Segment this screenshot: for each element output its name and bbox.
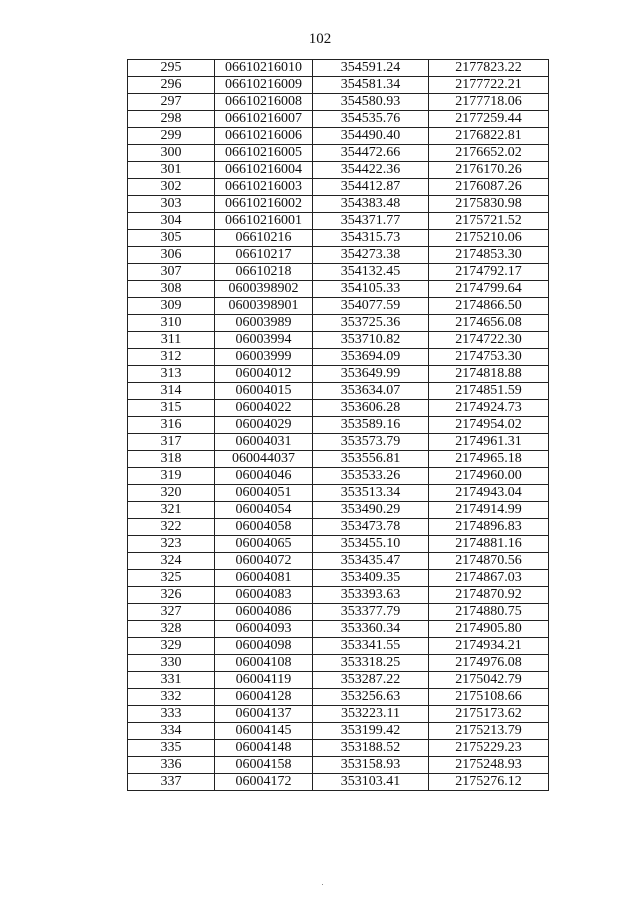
x-coordinate-cell: 353435.47 <box>313 553 429 570</box>
y-coordinate-cell: 2176822.81 <box>429 128 549 145</box>
point-id-cell: 06004137 <box>215 706 313 723</box>
row-index-cell: 313 <box>128 366 215 383</box>
x-coordinate-cell: 354580.93 <box>313 94 429 111</box>
table-row <box>128 247 549 264</box>
table-row <box>128 706 549 723</box>
row-index-cell: 308 <box>128 281 215 298</box>
x-coordinate-cell: 354077.59 <box>313 298 429 315</box>
row-index-cell: 312 <box>128 349 215 366</box>
table-row <box>128 94 549 111</box>
point-id-cell: 06004046 <box>215 468 313 485</box>
table-row <box>128 604 549 621</box>
point-id-cell: 06004029 <box>215 417 313 434</box>
table-row <box>128 468 549 485</box>
table-row <box>128 655 549 672</box>
row-index-cell: 323 <box>128 536 215 553</box>
y-coordinate-cell: 2174870.92 <box>429 587 549 604</box>
point-id-cell: 06610217 <box>215 247 313 264</box>
y-coordinate-cell: 2175229.23 <box>429 740 549 757</box>
y-coordinate-cell: 2174870.56 <box>429 553 549 570</box>
y-coordinate-cell: 2174851.59 <box>429 383 549 400</box>
y-coordinate-cell: 2174866.50 <box>429 298 549 315</box>
point-id-cell: 06610216001 <box>215 213 313 230</box>
row-index-cell: 295 <box>128 60 215 77</box>
y-coordinate-cell: 2175210.06 <box>429 230 549 247</box>
x-coordinate-cell: 353694.09 <box>313 349 429 366</box>
x-coordinate-cell: 354422.36 <box>313 162 429 179</box>
point-id-cell: 06003999 <box>215 349 313 366</box>
table-row <box>128 128 549 145</box>
point-id-cell: 0600398901 <box>215 298 313 315</box>
x-coordinate-cell: 353199.42 <box>313 723 429 740</box>
x-coordinate-cell: 353533.26 <box>313 468 429 485</box>
y-coordinate-cell: 2174924.73 <box>429 400 549 417</box>
row-index-cell: 306 <box>128 247 215 264</box>
x-coordinate-cell: 353158.93 <box>313 757 429 774</box>
x-coordinate-cell: 353649.99 <box>313 366 429 383</box>
row-index-cell: 298 <box>128 111 215 128</box>
x-coordinate-cell: 354105.33 <box>313 281 429 298</box>
x-coordinate-cell: 354591.24 <box>313 60 429 77</box>
point-id-cell: 06004108 <box>215 655 313 672</box>
y-coordinate-cell: 2174881.16 <box>429 536 549 553</box>
y-coordinate-cell: 2174905.80 <box>429 621 549 638</box>
x-coordinate-cell: 353490.29 <box>313 502 429 519</box>
row-index-cell: 301 <box>128 162 215 179</box>
y-coordinate-cell: 2174656.08 <box>429 315 549 332</box>
y-coordinate-cell: 2174954.02 <box>429 417 549 434</box>
point-id-cell: 060044037 <box>215 451 313 468</box>
row-index-cell: 327 <box>128 604 215 621</box>
point-id-cell: 06610218 <box>215 264 313 281</box>
y-coordinate-cell: 2175108.66 <box>429 689 549 706</box>
x-coordinate-cell: 353606.28 <box>313 400 429 417</box>
y-coordinate-cell: 2174799.64 <box>429 281 549 298</box>
row-index-cell: 314 <box>128 383 215 400</box>
y-coordinate-cell: 2174853.30 <box>429 247 549 264</box>
point-id-cell: 06004119 <box>215 672 313 689</box>
y-coordinate-cell: 2177823.22 <box>429 60 549 77</box>
row-index-cell: 337 <box>128 774 215 791</box>
table-row <box>128 587 549 604</box>
point-id-cell: 06610216007 <box>215 111 313 128</box>
row-index-cell: 311 <box>128 332 215 349</box>
x-coordinate-cell: 354412.87 <box>313 179 429 196</box>
table-row <box>128 298 549 315</box>
coordinates-table <box>127 59 549 791</box>
y-coordinate-cell: 2175213.79 <box>429 723 549 740</box>
y-coordinate-cell: 2174722.30 <box>429 332 549 349</box>
page-number: 102 <box>308 31 332 47</box>
table-row <box>128 196 549 213</box>
point-id-cell: 0600398902 <box>215 281 313 298</box>
point-id-cell: 06004054 <box>215 502 313 519</box>
x-coordinate-cell: 353223.11 <box>313 706 429 723</box>
x-coordinate-cell: 354383.48 <box>313 196 429 213</box>
table-row <box>128 60 549 77</box>
table-row <box>128 740 549 757</box>
point-id-cell: 06610216004 <box>215 162 313 179</box>
y-coordinate-cell: 2174976.08 <box>429 655 549 672</box>
y-coordinate-cell: 2177718.06 <box>429 94 549 111</box>
row-index-cell: 305 <box>128 230 215 247</box>
point-id-cell: 06610216 <box>215 230 313 247</box>
y-coordinate-cell: 2175248.93 <box>429 757 549 774</box>
x-coordinate-cell: 353360.34 <box>313 621 429 638</box>
row-index-cell: 335 <box>128 740 215 757</box>
row-index-cell: 322 <box>128 519 215 536</box>
x-coordinate-cell: 354132.45 <box>313 264 429 281</box>
table-row <box>128 332 549 349</box>
y-coordinate-cell: 2174965.18 <box>429 451 549 468</box>
x-coordinate-cell: 353710.82 <box>313 332 429 349</box>
x-coordinate-cell: 354535.76 <box>313 111 429 128</box>
point-id-cell: 06003994 <box>215 332 313 349</box>
point-id-cell: 06004148 <box>215 740 313 757</box>
table-row <box>128 434 549 451</box>
y-coordinate-cell: 2174960.00 <box>429 468 549 485</box>
y-coordinate-cell: 2174867.03 <box>429 570 549 587</box>
y-coordinate-cell: 2174753.30 <box>429 349 549 366</box>
x-coordinate-cell: 353341.55 <box>313 638 429 655</box>
y-coordinate-cell: 2176170.26 <box>429 162 549 179</box>
row-index-cell: 304 <box>128 213 215 230</box>
table-row <box>128 111 549 128</box>
x-coordinate-cell: 353513.34 <box>313 485 429 502</box>
table-row <box>128 621 549 638</box>
point-id-cell: 06004031 <box>215 434 313 451</box>
row-index-cell: 318 <box>128 451 215 468</box>
row-index-cell: 334 <box>128 723 215 740</box>
point-id-cell: 06610216009 <box>215 77 313 94</box>
table-row <box>128 400 549 417</box>
x-coordinate-cell: 353725.36 <box>313 315 429 332</box>
point-id-cell: 06004098 <box>215 638 313 655</box>
table-row <box>128 264 549 281</box>
table-row <box>128 672 549 689</box>
row-index-cell: 310 <box>128 315 215 332</box>
point-id-cell: 06004051 <box>215 485 313 502</box>
x-coordinate-cell: 353188.52 <box>313 740 429 757</box>
y-coordinate-cell: 2176087.26 <box>429 179 549 196</box>
point-id-cell: 06004012 <box>215 366 313 383</box>
table-row <box>128 519 549 536</box>
row-index-cell: 297 <box>128 94 215 111</box>
table-row <box>128 774 549 791</box>
row-index-cell: 332 <box>128 689 215 706</box>
y-coordinate-cell: 2174934.21 <box>429 638 549 655</box>
x-coordinate-cell: 353103.41 <box>313 774 429 791</box>
row-index-cell: 302 <box>128 179 215 196</box>
y-coordinate-cell: 2177259.44 <box>429 111 549 128</box>
y-coordinate-cell: 2174880.75 <box>429 604 549 621</box>
point-id-cell: 06004086 <box>215 604 313 621</box>
point-id-cell: 06004072 <box>215 553 313 570</box>
x-coordinate-cell: 353409.35 <box>313 570 429 587</box>
point-id-cell: 06003989 <box>215 315 313 332</box>
point-id-cell: 06610216002 <box>215 196 313 213</box>
table-row <box>128 230 549 247</box>
point-id-cell: 06004145 <box>215 723 313 740</box>
row-index-cell: 320 <box>128 485 215 502</box>
point-id-cell: 06004158 <box>215 757 313 774</box>
coordinates-table-container <box>127 59 549 791</box>
row-index-cell: 330 <box>128 655 215 672</box>
x-coordinate-cell: 354490.40 <box>313 128 429 145</box>
row-index-cell: 328 <box>128 621 215 638</box>
row-index-cell: 331 <box>128 672 215 689</box>
point-id-cell: 06004093 <box>215 621 313 638</box>
table-row <box>128 723 549 740</box>
row-index-cell: 316 <box>128 417 215 434</box>
row-index-cell: 307 <box>128 264 215 281</box>
y-coordinate-cell: 2175721.52 <box>429 213 549 230</box>
row-index-cell: 296 <box>128 77 215 94</box>
x-coordinate-cell: 353556.81 <box>313 451 429 468</box>
table-row <box>128 315 549 332</box>
point-id-cell: 06004022 <box>215 400 313 417</box>
table-row <box>128 570 549 587</box>
row-index-cell: 329 <box>128 638 215 655</box>
point-id-cell: 06004081 <box>215 570 313 587</box>
y-coordinate-cell: 2175276.12 <box>429 774 549 791</box>
x-coordinate-cell: 353287.22 <box>313 672 429 689</box>
point-id-cell: 06004172 <box>215 774 313 791</box>
x-coordinate-cell: 354315.73 <box>313 230 429 247</box>
y-coordinate-cell: 2174818.88 <box>429 366 549 383</box>
point-id-cell: 06004083 <box>215 587 313 604</box>
scan-speck <box>322 884 323 885</box>
table-row <box>128 281 549 298</box>
y-coordinate-cell: 2175173.62 <box>429 706 549 723</box>
row-index-cell: 299 <box>128 128 215 145</box>
x-coordinate-cell: 354273.38 <box>313 247 429 264</box>
y-coordinate-cell: 2177722.21 <box>429 77 549 94</box>
row-index-cell: 325 <box>128 570 215 587</box>
table-row <box>128 536 549 553</box>
x-coordinate-cell: 353473.78 <box>313 519 429 536</box>
x-coordinate-cell: 354581.34 <box>313 77 429 94</box>
y-coordinate-cell: 2174914.99 <box>429 502 549 519</box>
row-index-cell: 319 <box>128 468 215 485</box>
x-coordinate-cell: 353589.16 <box>313 417 429 434</box>
table-row <box>128 451 549 468</box>
table-row <box>128 417 549 434</box>
point-id-cell: 06004128 <box>215 689 313 706</box>
y-coordinate-cell: 2176652.02 <box>429 145 549 162</box>
y-coordinate-cell: 2174961.31 <box>429 434 549 451</box>
table-row <box>128 485 549 502</box>
table-row <box>128 145 549 162</box>
y-coordinate-cell: 2174943.04 <box>429 485 549 502</box>
table-row <box>128 162 549 179</box>
table-row <box>128 179 549 196</box>
row-index-cell: 326 <box>128 587 215 604</box>
table-row <box>128 638 549 655</box>
coordinates-table-body <box>128 60 549 791</box>
point-id-cell: 06004058 <box>215 519 313 536</box>
x-coordinate-cell: 353393.63 <box>313 587 429 604</box>
table-row <box>128 366 549 383</box>
table-row <box>128 349 549 366</box>
row-index-cell: 317 <box>128 434 215 451</box>
point-id-cell: 06004015 <box>215 383 313 400</box>
x-coordinate-cell: 354371.77 <box>313 213 429 230</box>
x-coordinate-cell: 353256.63 <box>313 689 429 706</box>
x-coordinate-cell: 353318.25 <box>313 655 429 672</box>
table-row <box>128 77 549 94</box>
row-index-cell: 336 <box>128 757 215 774</box>
x-coordinate-cell: 353573.79 <box>313 434 429 451</box>
row-index-cell: 300 <box>128 145 215 162</box>
table-row <box>128 213 549 230</box>
table-row <box>128 383 549 400</box>
y-coordinate-cell: 2174896.83 <box>429 519 549 536</box>
point-id-cell: 06610216010 <box>215 60 313 77</box>
table-row <box>128 757 549 774</box>
x-coordinate-cell: 353455.10 <box>313 536 429 553</box>
point-id-cell: 06004065 <box>215 536 313 553</box>
row-index-cell: 324 <box>128 553 215 570</box>
point-id-cell: 06610216005 <box>215 145 313 162</box>
row-index-cell: 309 <box>128 298 215 315</box>
x-coordinate-cell: 353634.07 <box>313 383 429 400</box>
point-id-cell: 06610216003 <box>215 179 313 196</box>
y-coordinate-cell: 2174792.17 <box>429 264 549 281</box>
row-index-cell: 303 <box>128 196 215 213</box>
row-index-cell: 315 <box>128 400 215 417</box>
row-index-cell: 321 <box>128 502 215 519</box>
table-row <box>128 689 549 706</box>
x-coordinate-cell: 353377.79 <box>313 604 429 621</box>
table-row <box>128 502 549 519</box>
y-coordinate-cell: 2175042.79 <box>429 672 549 689</box>
point-id-cell: 06610216006 <box>215 128 313 145</box>
row-index-cell: 333 <box>128 706 215 723</box>
y-coordinate-cell: 2175830.98 <box>429 196 549 213</box>
point-id-cell: 06610216008 <box>215 94 313 111</box>
table-row <box>128 553 549 570</box>
x-coordinate-cell: 354472.66 <box>313 145 429 162</box>
